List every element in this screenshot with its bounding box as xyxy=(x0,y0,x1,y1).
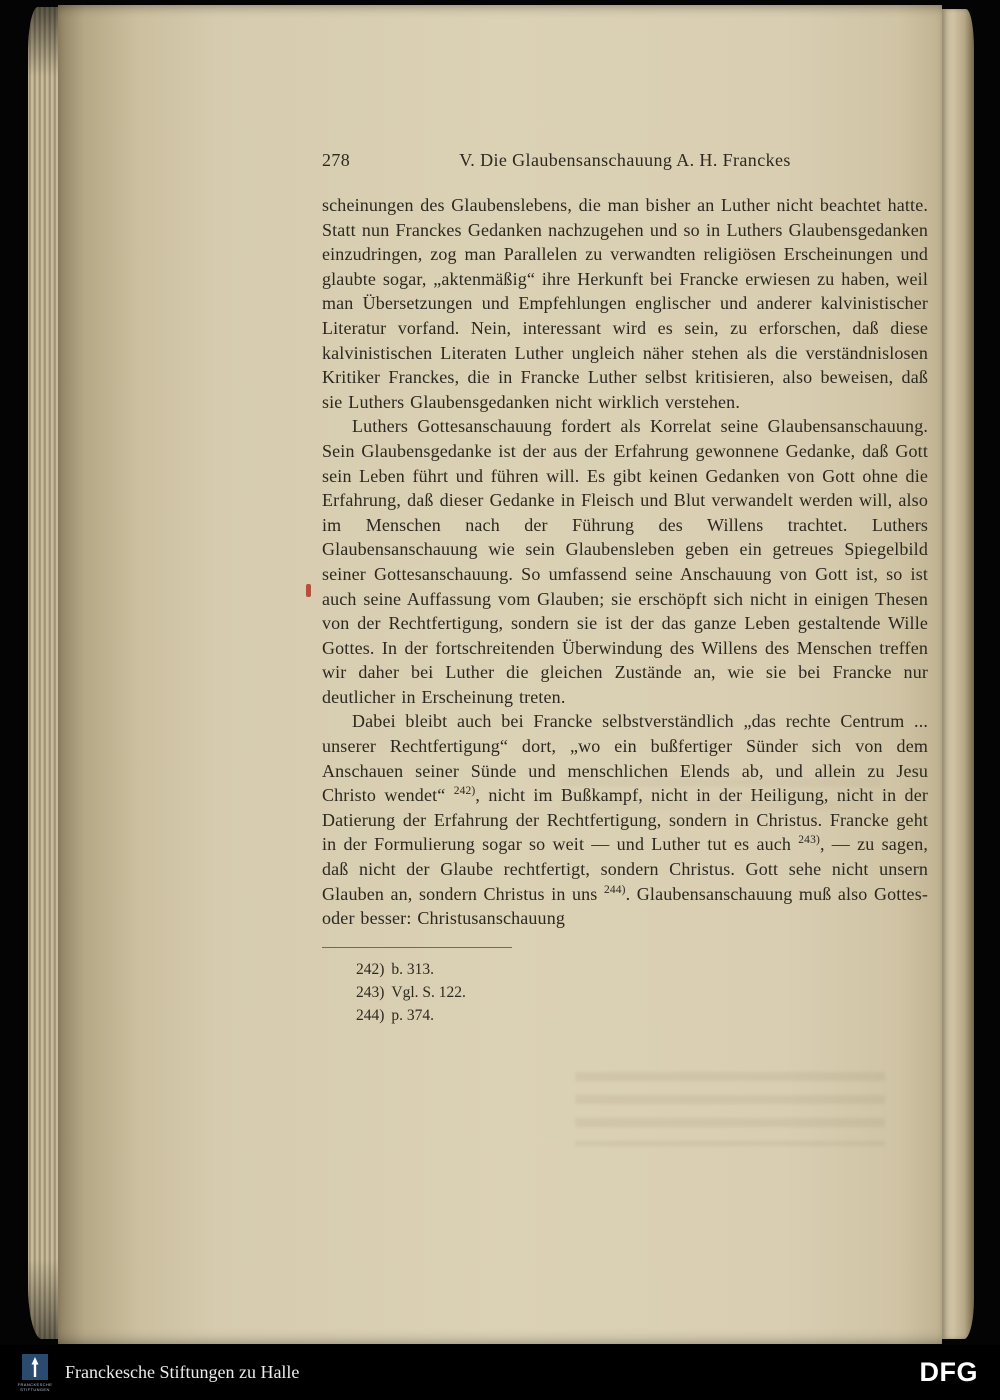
page-edge-right xyxy=(942,9,974,1339)
footnote-ref-242: 242) xyxy=(453,785,476,798)
paragraph-3-text: Dabei bleibt auch bei Francke selbstverständlich „das rechte Centrum ... unserer Rechtfertigung“ dort, „wo ein bußfertiger Sünder sich von dem Anschauen seiner Sünde und menschlichen Elends ab, und allein zu Jesu Christo wendet“ xyxy=(322,711,928,806)
footnote-ref-243: 243) xyxy=(798,834,820,847)
page-header xyxy=(322,150,928,176)
footer-bar xyxy=(0,1345,1000,1400)
library-name: Franckesche Stiftungen zu Halle xyxy=(65,1362,300,1382)
footnote-label: 244) xyxy=(356,1006,385,1024)
paragraph-3-text: , nicht im Bußkampf, nicht in der Heiligung, nicht in der Datierung der Erfahrung der Rechtfertigung, sondern in Christus. Francke geht in der Formulierung sogar so weit — und Luther tut es auch xyxy=(322,785,928,855)
paragraph-3 xyxy=(322,709,928,930)
footnote-label: 242) xyxy=(356,960,385,978)
dfg-logo: DFG xyxy=(919,1357,978,1387)
library-logo-icon xyxy=(22,1354,48,1380)
footnote-text: Vgl. S. 122. xyxy=(391,983,466,1001)
paragraph-1: scheinungen des Glaubenslebens, die man bisher an Luther nicht beachtet hatte. Statt nun Franckes Gedanken nachzugehen und so in Luthers Glaubensgedanken einzudringen, zog man Parallelen zu verwandten religiösen Erscheinungen und glaubte sogar, „aktenmäßig“ ihre Herkunft bei Francke erwiesen zu haben, weil man Übersetzungen und Empfehlungen englischer und anderer kalvinistischer Literatur vorfand. Nein, interessant wird es sein, zu erforschen, daß diese kalvinistischen Literaten Luther ungleich näher stehen als die verständnislosen Kritiker Franckes, die in Francke Luther selbst kritisieren, also beweisen, daß sie Luthers Glaubensgedanken nicht wirklich verstehen. xyxy=(322,195,928,412)
footnotes xyxy=(322,958,928,1027)
body-text xyxy=(322,193,928,1027)
footnote-244 xyxy=(356,1004,928,1027)
paragraph-2: Luthers Gottesanschauung fordert als Korrelat seine Glaubensanschauung. Sein Glaubensgedanke ist der aus der Erfahrung gewonnene Gedanke, daß Gott sein Leben führt und führen will. Es gibt keinen Gedanken von Gott ohne die Erfahrung, daß dieser Gedanke in Fleisch und Blut verwandelt werden will, also im Menschen nach der Führung des Willens trachtet. Luthers Glaubensanschauung wie sein Glaubensleben geben ein getreues Spiegelbild seiner Gottesanschauung. So umfassend seine Anschauung von Gott ist, so ist auch seine Auffassung vom Glauben; sie erschöpft sich nicht in einigen Thesen von der Rechtfertigung, sondern sie ist der das ganze Leben gestaltende Wille Gottes. In der fortschreitenden Überwindung des Willens des Menschen treffen wir daher bei Luther die gleichen Zustände an, wie sie bei Francke nur deutlicher in Erscheinung treten. xyxy=(322,416,928,707)
running-head: V. Die Glaubensanschauung A. H. Franckes xyxy=(459,150,791,170)
page-number: 278 xyxy=(322,150,351,170)
footnote-text: b. 313. xyxy=(391,960,435,978)
footnote-243 xyxy=(356,981,928,1004)
footnote-242 xyxy=(356,958,928,981)
footnote-text: p. 374. xyxy=(391,1006,435,1024)
footnote-ref-244: 244) xyxy=(603,883,626,896)
text-column xyxy=(322,150,928,1027)
franckesche-stiftungen-logo xyxy=(15,1354,55,1392)
library-logo-caption: FRANCKESCHE STIFTUNGEN xyxy=(17,1381,53,1392)
paragraph-3-text: , — zu sagen, daß nicht der Glaube rechtfertigt, sondern Christus. Gott sehe nicht unsern Glauben an, sondern Christus in uns xyxy=(322,834,928,904)
margin-mark-red xyxy=(306,584,311,597)
paragraph-3-text: . Glaubensanschauung muß also Gottes- oder besser: Christusanschauung xyxy=(322,883,928,929)
footnote-separator xyxy=(322,947,512,948)
footnote-label: 243) xyxy=(356,983,385,1001)
